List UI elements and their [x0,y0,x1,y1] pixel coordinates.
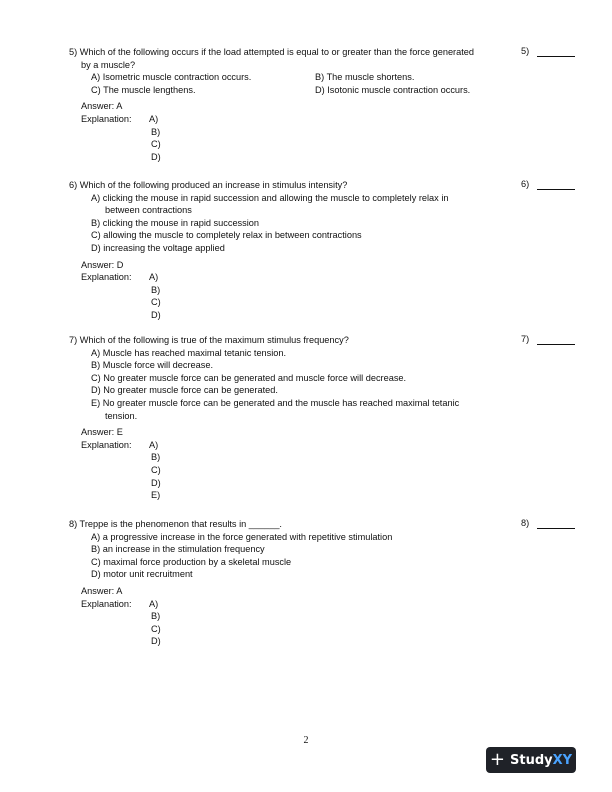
question-text: 7) Which of the following is true of the maximum stimulus frequency? [69,335,349,345]
explanation-item: D) [151,151,161,162]
explanation-item: C) [151,297,161,308]
answer-blank-line[interactable] [537,181,575,190]
answer-option: tension. [105,410,138,421]
studyxy-logo[interactable] [486,747,576,773]
answer-option: B) an increase in the stimulation frequency [91,544,265,555]
answer-line: Answer: D [81,259,124,270]
explanation-item: A) [149,272,159,283]
explanation-item: A) [149,113,159,124]
answer-option: A) Muscle has reached maximal tetanic tension. [91,347,287,358]
plus-icon: + [489,749,506,770]
answer-option: C) maximal force production by a skeletal muscle [91,556,292,567]
answer-options [69,71,509,96]
explanation-items [149,271,161,321]
answer-option: A) a progressive increase in the force generated with repetitive stimulation [91,531,393,542]
explanation [69,113,509,163]
explanation-item: B) [151,611,161,622]
explanation-item: D) [151,309,161,320]
question-7 [69,334,509,502]
question-8 [69,518,509,648]
explanation-label: Explanation: [81,272,132,283]
answer-option: B) clicking the mouse in rapid succession [91,217,260,228]
answer-option: A) Isometric muscle contraction occurs. [91,72,252,83]
answer-line: Answer: E [81,427,123,438]
explanation-item: C) [151,623,161,634]
answer-blank-number: 5) [521,46,530,56]
answer-option: B) The muscle shortens. [315,72,415,83]
answer-options [69,347,509,423]
answer-blank-number: 8) [521,518,530,528]
answer-blank-line[interactable] [537,48,575,57]
explanation-item: C) [151,464,161,475]
answer-blank-number: 6) [521,179,530,189]
explanation-item: D) [151,477,161,488]
explanation-label: Explanation: [81,439,132,450]
explanation [69,598,509,648]
explanation [69,439,509,502]
answer-blank-line[interactable] [537,336,575,345]
answer-option: E) No greater muscle force can be generated and the muscle has reached maximal tetanic [91,397,460,408]
answer-option: C) The muscle lengthens. [91,84,196,95]
question-5 [69,46,509,163]
explanation-item: A) [149,598,159,609]
answer-option: between contractions [105,205,192,216]
logo-text-study: Study [510,752,553,768]
explanation-item: C) [151,139,161,150]
answer-options [69,192,509,255]
answer-blank-number: 7) [521,334,530,344]
explanation-item: B) [151,452,161,463]
question-6 [69,179,509,322]
answer-option: C) No greater muscle force can be generated and muscle force will decrease. [91,372,407,383]
explanation-label: Explanation: [81,113,132,124]
explanation-item: D) [151,636,161,647]
page-number: 2 [303,735,309,746]
explanation-items [149,598,161,648]
question-text: 5) Which of the following occurs if the load attempted is equal to or greater than the force generated [69,47,474,57]
explanation-items [149,439,161,502]
question-text: 8) Treppe is the phenomenon that results in ______. [69,519,282,529]
answer-blank-line[interactable] [537,520,575,529]
answer-option: C) allowing the muscle to completely relax in between contractions [91,230,362,241]
answer-line: Answer: A [81,585,123,596]
explanation-item: E) [151,490,161,501]
answer-option: D) Isotonic muscle contraction occurs. [315,84,471,95]
answer-option: D) No greater muscle force can be generated. [91,385,278,396]
answer-option: A) clicking the mouse in rapid succession and allowing the muscle to completely relax in [91,192,449,203]
answer-option: B) Muscle force will decrease. [91,360,214,371]
answer-line: Answer: A [81,101,123,112]
question-text: 6) Which of the following produced an increase in stimulus intensity? [69,180,348,190]
explanation [69,271,509,321]
answer-option: D) motor unit recruitment [91,569,193,580]
question-text: by a muscle? [81,59,136,70]
explanation-item: A) [149,439,159,450]
logo-text-xy: XY [552,752,573,768]
explanation-label: Explanation: [81,598,132,609]
explanation-item: B) [151,126,161,137]
answer-options [69,531,509,581]
explanation-item: B) [151,284,161,295]
explanation-items [149,113,161,163]
answer-option: D) increasing the voltage applied [91,242,225,253]
